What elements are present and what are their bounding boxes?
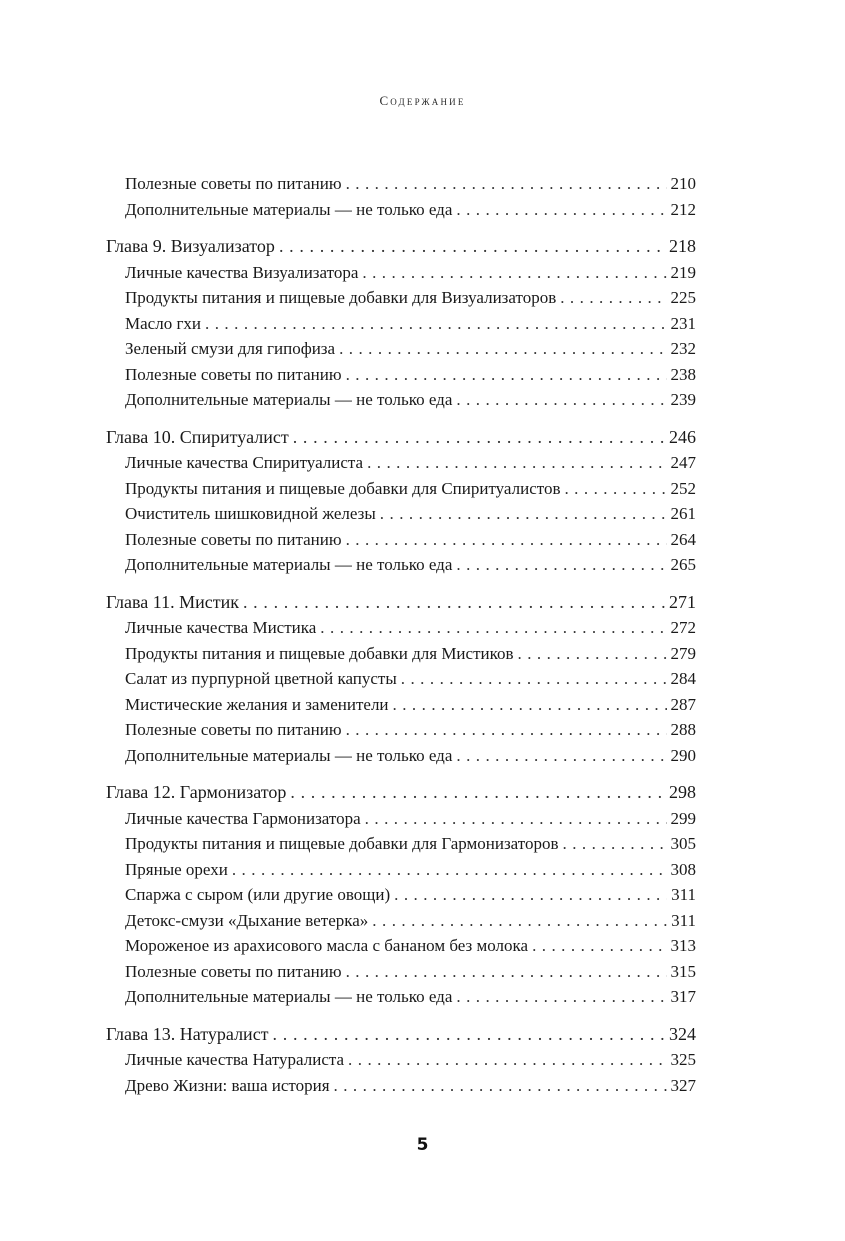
toc-entry[interactable] <box>106 362 696 388</box>
toc-entry[interactable] <box>106 857 696 883</box>
toc-entry-title: Масло гхи <box>125 313 202 333</box>
toc-entry-title: Зеленый смузи для гипофиза <box>125 339 336 358</box>
toc-entry[interactable] <box>106 501 696 527</box>
dot-leader <box>346 527 667 553</box>
toc-entry-page: 219 <box>670 262 696 282</box>
toc-entry[interactable] <box>106 171 696 197</box>
toc-chapter-heading[interactable] <box>106 425 696 451</box>
toc-entry-page: 317 <box>670 987 696 1006</box>
toc-entry[interactable] <box>106 831 696 857</box>
toc-entry-page: 252 <box>670 478 696 498</box>
dot-leader <box>401 666 667 692</box>
page-number: 5 <box>416 1135 429 1155</box>
dot-leader <box>532 933 666 959</box>
toc-section-chapter-12 <box>106 780 696 1010</box>
toc-chapter-page: 271 <box>669 591 696 612</box>
toc-entry-title: Детокс-смузи «Дыхание ветерка» <box>125 910 369 930</box>
toc-entry-title: Дополнительные материалы — не только еда <box>125 199 453 219</box>
toc-entry[interactable] <box>106 311 696 337</box>
toc-entry-title: Полезные советы по питанию <box>125 961 342 981</box>
toc-chapter-heading[interactable] <box>106 780 696 806</box>
toc-entry-page: 311 <box>671 910 696 930</box>
dot-leader <box>456 743 666 769</box>
toc-entry-title: Спаржа с сыром (или другие овощи) <box>125 885 391 904</box>
toc-entry-page: 247 <box>670 453 696 472</box>
dot-leader <box>205 311 666 337</box>
toc-entry-title: Дополнительные материалы — не только еда <box>125 745 453 765</box>
toc-entry-title: Мистические желания и заменители <box>125 694 389 714</box>
toc-entry[interactable] <box>106 908 696 934</box>
toc-entry-page: 231 <box>670 313 696 333</box>
toc-entry-title: Личные качества Визуализатора <box>125 262 359 282</box>
toc-chapter-title: Глава 10. Спиритуалист <box>106 426 289 447</box>
toc-entry-title: Личные качества Гармонизатора <box>125 808 361 828</box>
toc-entry[interactable] <box>106 285 696 311</box>
toc-entry-title: Древо Жизни: ваша история <box>125 1075 330 1095</box>
toc-entry-title: Дополнительные материалы — не только еда <box>125 987 453 1006</box>
toc-entry-title: Продукты питания и пищевые добавки для Мистиков <box>125 643 514 663</box>
toc-entry-page: 287 <box>670 694 696 714</box>
toc-entry-title: Личные качества Натуралиста <box>125 1050 345 1069</box>
toc-entry[interactable] <box>106 260 696 286</box>
toc-chapter-heading[interactable] <box>106 590 696 616</box>
toc-chapter-page: 324 <box>669 1023 696 1044</box>
dot-leader <box>367 450 666 476</box>
toc-entry-title: Мороженое из арахисового масла с бананом без молока <box>125 936 529 955</box>
table-of-contents <box>106 171 696 1110</box>
toc-entry-title: Личные качества Спиритуалиста <box>125 453 364 472</box>
toc-entry-title: Полезные советы по питанию <box>125 174 342 193</box>
toc-entry-page: 299 <box>670 808 696 828</box>
dot-leader <box>456 984 666 1010</box>
toc-entry-page: 210 <box>670 174 696 193</box>
toc-entry-page: 272 <box>670 618 696 637</box>
toc-entry-title: Салат из пурпурной цветной капусты <box>125 669 397 688</box>
toc-chapter-page: 246 <box>669 426 696 447</box>
toc-entry-page: 290 <box>670 745 696 765</box>
toc-entry-page: 288 <box>670 720 696 739</box>
toc-entry-page: 279 <box>670 643 696 663</box>
dot-leader <box>348 1047 666 1073</box>
toc-entry[interactable] <box>106 641 696 667</box>
dot-leader <box>346 717 667 743</box>
toc-entry[interactable] <box>106 806 696 832</box>
toc-entry[interactable] <box>106 197 696 223</box>
toc-entry-page: 284 <box>670 669 696 688</box>
toc-entry-page: 311 <box>671 885 696 904</box>
dot-leader <box>394 882 667 908</box>
dot-leader <box>393 692 667 718</box>
toc-entry-title: Продукты питания и пищевые добавки для Визуализаторов <box>125 288 557 307</box>
dot-leader <box>346 171 667 197</box>
dot-leader <box>290 780 665 806</box>
toc-entry-title: Дополнительные материалы — не только еда <box>125 555 453 574</box>
toc-entry-page: 212 <box>670 199 696 219</box>
toc-entry[interactable] <box>106 1073 696 1099</box>
toc-section-chapter-10 <box>106 425 696 578</box>
dot-leader <box>346 362 667 388</box>
toc-entry[interactable] <box>106 1047 696 1073</box>
toc-entry-title: Личные качества Мистика <box>125 618 317 637</box>
toc-section-chapter-9 <box>106 234 696 413</box>
toc-entry[interactable] <box>106 984 696 1010</box>
toc-entry[interactable] <box>106 387 696 413</box>
toc-chapter-title: Глава 9. Визуализатор <box>106 236 275 256</box>
toc-entry-page: 315 <box>670 961 696 981</box>
toc-entry-page: 325 <box>670 1050 696 1069</box>
dot-leader <box>365 806 667 832</box>
toc-entry-title: Полезные советы по питанию <box>125 364 342 384</box>
dot-leader <box>232 857 667 883</box>
toc-entry-page: 261 <box>670 504 696 523</box>
dot-leader <box>456 552 666 578</box>
dot-leader <box>346 959 667 985</box>
toc-section-chapter-13 <box>106 1022 696 1099</box>
toc-entry-page: 239 <box>670 390 696 409</box>
toc-entry[interactable] <box>106 476 696 502</box>
toc-entry-title: Дополнительные материалы — не только еда <box>125 390 453 409</box>
toc-chapter-heading[interactable] <box>106 234 696 260</box>
toc-entry-page: 264 <box>670 529 696 549</box>
toc-entry-page: 308 <box>670 859 696 879</box>
toc-entry[interactable] <box>106 666 696 692</box>
toc-chapter-title: Глава 13. Натуралист <box>106 1023 269 1044</box>
toc-chapter-page: 298 <box>669 782 696 802</box>
toc-entry[interactable] <box>106 527 696 553</box>
toc-chapter-heading[interactable] <box>106 1022 696 1048</box>
toc-entry-page: 238 <box>670 364 696 384</box>
dot-leader <box>243 590 665 616</box>
toc-chapter-page: 218 <box>669 236 696 256</box>
toc-section-chapter-11 <box>106 590 696 769</box>
toc-entry-title: Полезные советы по питанию <box>125 529 342 549</box>
dot-leader <box>279 234 665 260</box>
dot-leader <box>564 476 666 502</box>
running-head: Содержание <box>379 93 466 108</box>
toc-entry[interactable] <box>106 336 696 362</box>
toc-entry[interactable] <box>106 959 696 985</box>
toc-entry-title: Очиститель шишковидной железы <box>125 504 376 523</box>
dot-leader <box>380 501 667 527</box>
toc-entry[interactable] <box>106 882 696 908</box>
dot-leader <box>456 387 666 413</box>
toc-entry[interactable] <box>106 692 696 718</box>
toc-entry-title: Полезные советы по питанию <box>125 720 342 739</box>
toc-entry-page: 305 <box>670 834 696 853</box>
toc-entry[interactable] <box>106 552 696 578</box>
dot-leader <box>560 285 666 311</box>
dot-leader <box>293 425 665 451</box>
toc-section <box>106 171 696 222</box>
toc-entry-title: Продукты питания и пищевые добавки для Гармонизаторов <box>125 834 559 853</box>
toc-entry[interactable] <box>106 933 696 959</box>
toc-entry-page: 225 <box>670 288 696 307</box>
dot-leader <box>334 1073 667 1099</box>
toc-chapter-title: Глава 11. Мистик <box>106 591 239 612</box>
toc-entry-page: 327 <box>670 1075 696 1095</box>
toc-entry-page: 313 <box>670 936 696 955</box>
toc-entry[interactable] <box>106 743 696 769</box>
toc-entry-title: Продукты питания и пищевые добавки для Спиритуалистов <box>125 478 561 498</box>
toc-entry-page: 232 <box>670 339 696 358</box>
dot-leader <box>273 1022 665 1048</box>
dot-leader <box>362 260 666 286</box>
toc-entry[interactable] <box>106 615 696 641</box>
toc-entry[interactable] <box>106 450 696 476</box>
dot-leader <box>563 831 667 857</box>
toc-entry-page: 265 <box>670 555 696 574</box>
toc-entry-title: Пряные орехи <box>125 859 228 879</box>
toc-chapter-title: Глава 12. Гармонизатор <box>106 782 287 802</box>
dot-leader <box>320 615 666 641</box>
dot-leader <box>372 908 667 934</box>
dot-leader <box>339 336 666 362</box>
dot-leader <box>456 197 666 223</box>
toc-entry[interactable] <box>106 717 696 743</box>
dot-leader <box>518 641 667 667</box>
